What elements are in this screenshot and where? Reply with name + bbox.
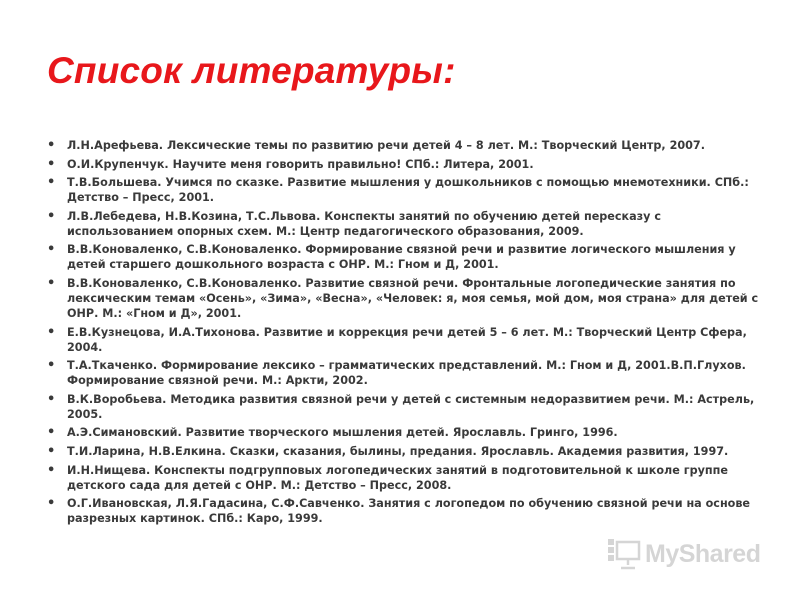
bullet-icon: •	[47, 443, 56, 459]
bullet-icon: •	[47, 425, 56, 441]
reference-item	[47, 392, 759, 422]
reference-text: В.В.Коноваленко, С.В.Коноваленко. Формирование связной речи и развитие логического мышления у детей старшего дошкольного возраста с ОНР. М.: Гном и Д, 2001.	[67, 243, 736, 272]
reference-item	[47, 138, 759, 153]
presentation-icon	[607, 538, 641, 570]
reference-item	[47, 242, 759, 272]
reference-text: Л.В.Лебедева, Н.В.Козина, Т.С.Львова. Конспекты занятий по обучению детей пересказу с использованием опорных схем. М.: Центр педагогического образования, 2009.	[67, 209, 661, 238]
reference-text: В.К.Воробьева. Методика развития связной речи у детей с системным недоразвитием речи. М.: Астрель, 2005.	[67, 392, 755, 421]
bullet-icon: •	[47, 275, 56, 291]
reference-item	[47, 463, 759, 493]
bullet-icon: •	[47, 496, 56, 512]
bullet-icon: •	[47, 242, 56, 258]
bullet-icon: •	[47, 138, 56, 153]
reference-item	[47, 175, 759, 205]
watermark-text: MyShared	[645, 539, 761, 568]
reference-text: В.В.Коноваленко, С.В.Коноваленко. Развитие связной речи. Фронтальные логопедические занятия по лексическим темам «Осень», «Зима», «Весна», «Человек: я, моя семья, мой дом, моя страна» для детей с ОНР. М.: «Гном и Д», 2001.	[67, 276, 759, 320]
reference-text: И.Н.Нищева. Конспекты подгрупповых логопедических занятий в подготовительной к школе группе детского сада для детей с ОНР. М.: Детство – Пресс, 2008.	[67, 463, 728, 492]
reference-item	[47, 444, 759, 459]
reference-item	[47, 358, 759, 388]
reference-text: Е.В.Кузнецова, И.А.Тихонова. Развитие и коррекция речи детей 5 – 6 лет. М.: Творческий Центр Сфера, 2004.	[67, 325, 747, 354]
bullet-icon: •	[47, 358, 56, 374]
bullet-icon: •	[47, 391, 56, 407]
reference-item	[47, 157, 759, 172]
bullet-icon: •	[47, 175, 56, 191]
slide-title: Список литературы:	[47, 50, 456, 91]
watermark-logo	[607, 538, 767, 570]
bullet-icon: •	[47, 156, 56, 172]
reference-item	[47, 276, 759, 321]
reference-text: Т.И.Ларина, Н.В.Елкина. Сказки, сказания, былины, предания. Ярославль. Академия развития, 1997.	[67, 444, 729, 458]
reference-text: О.Г.Ивановская, Л.Я.Гадасина, С.Ф.Савченко. Занятия с логопедом по обучению связной речи на основе разрезных картинок. СПб.: Каро, 1999.	[67, 497, 751, 526]
reference-text: Т.В.Большева. Учимся по сказке. Развитие мышления у дошкольников с помощью мнемотехники. СПб.: Детство – Пресс, 2001.	[67, 176, 749, 205]
reference-text: А.Э.Симановский. Развитие творческого мышления детей. Ярославль. Гринго, 1996.	[67, 426, 618, 440]
reference-item	[47, 496, 759, 526]
reference-text: О.И.Крупенчук. Научите меня говорить правильно! СПб.: Литера, 2001.	[67, 157, 534, 171]
bullet-icon: •	[47, 324, 56, 340]
reference-item	[47, 425, 759, 440]
reference-item	[47, 209, 759, 239]
reference-text: Т.А.Ткаченко. Формирование лексико – грамматических представлений. М.: Гном и Д, 2001.В.П.Глухов. Формирование связной речи. М.: Аркти, 2002.	[67, 359, 746, 388]
bullet-icon: •	[47, 462, 56, 478]
bullet-icon: •	[47, 208, 56, 224]
reference-list	[47, 138, 759, 530]
reference-item	[47, 325, 759, 355]
reference-text: Л.Н.Арефьева. Лексические темы по развитию речи детей 4 – 8 лет. М.: Творческий Центр, 2007.	[67, 139, 705, 152]
